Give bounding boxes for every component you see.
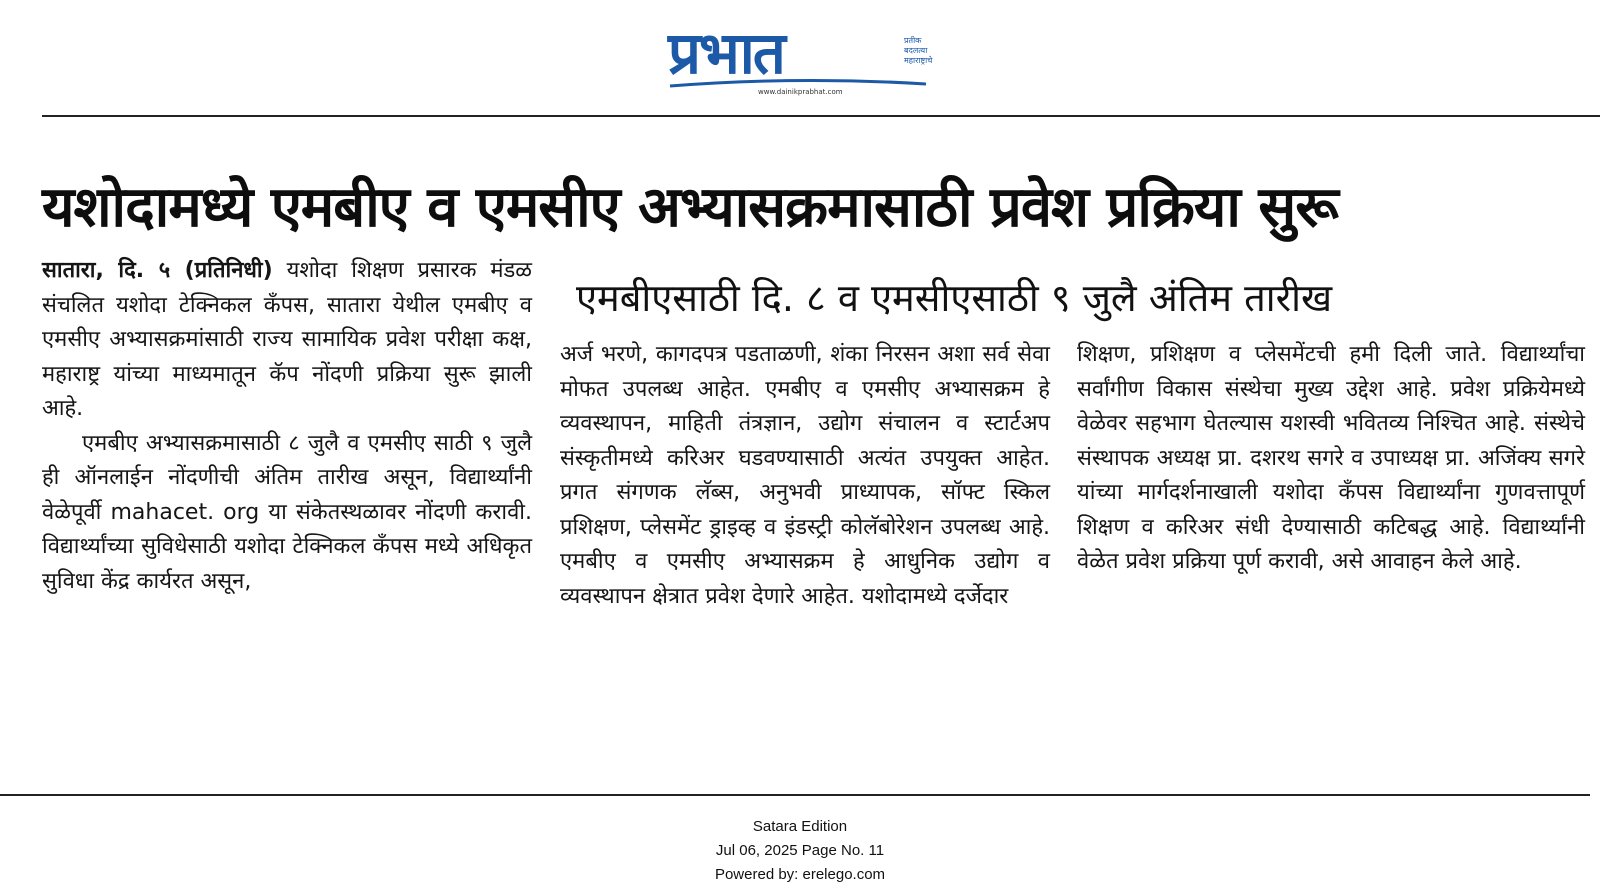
page-footer bbox=[0, 815, 1600, 887]
column-1-paragraph-1 bbox=[42, 254, 532, 427]
article-headline: यशोदामध्ये एमबीए व एमसीए अभ्यासक्रमासाठी प्रवेश प्रक्रिया सुरू bbox=[42, 175, 1338, 240]
tagline-line-2: बदलत्या bbox=[904, 46, 928, 55]
article-subheadline: एमबीएसाठी दि. ८ व एमसीएसाठी ९ जुलै अंतिम तारीख bbox=[576, 276, 1333, 320]
prabhat-logo bbox=[668, 19, 958, 102]
top-divider bbox=[42, 115, 1600, 117]
footer-edition: Satara Edition bbox=[752, 818, 848, 835]
logo-tagline bbox=[904, 36, 954, 66]
tagline-line-3: महाराष्ट्राचे bbox=[904, 56, 933, 65]
column-2-paragraph: अर्ज भरणे, कागदपत्र पडताळणी, शंका निरसन अशा सर्व सेवा मोफत उपलब्ध आहेत. एमबीए व एमसीए अभ्यासक्रम हे व्यवस्थापन, माहिती तंत्रज्ञान, उद्योग संचालन व स्टार्टअप संस्कृतीमध्ये करिअर घडवण्यासाठी अत्यंत उपयुक्त आहेत. प्रगत संगणक लॅब्स, अनुभवी प्राध्यापक, सॉफ्ट स्किल प्रशिक्षण, प्लेसमेंट ड्राइव्ह व इंडस्ट्री कोलॅबोरेशन उपलब्ध आहे. एमबीए व एमसीए अभ्यासक्रम हे आधुनिक उद्योग व व्यवस्थापन क्षेत्रात प्रवेश देणारे आहेत. यशोदामध्ये दर्जेदार bbox=[560, 342, 1050, 609]
column-1-paragraph-1-text: यशोदा शिक्षण प्रसारक मंडळ संचलित यशोदा टेक्निकल कँपस, सातारा येथील एमबीए व एमसीए अभ्यासक्रमांसाठी राज्य सामायिक प्रवेश परीक्षा कक्ष, महाराष्ट्र यांच्या माध्यमातून कॅप नोंदणी प्रक्रिया सुरू झाली आहे. bbox=[42, 258, 532, 421]
article-column-1 bbox=[42, 254, 532, 599]
article-dateline: सातारा, दि. ५ (प्रतिनिधी) bbox=[42, 258, 273, 283]
footer-date-page: Jul 06, 2025 Page No. 11 bbox=[715, 842, 885, 859]
footer-powered-by: Powered by: erelego.com bbox=[714, 866, 886, 883]
tagline-line-1: प्रतीक bbox=[904, 36, 922, 45]
column-3-paragraph: शिक्षण, प्रशिक्षण व प्लेसमेंटची हमी दिली जाते. विद्यार्थ्यांचा सर्वांगीण विकास संस्थेचा मुख्य उद्देश आहे. प्रवेश प्रक्रियेमध्ये वेळेवर सहभाग घेतल्यास यशस्वी भवितव्य निश्चित आहे. संस्थेचे संस्थापक अध्यक्ष प्रा. दशरथ सगरे व उपाध्यक्ष प्रा. अजिंक्य सगरे यांच्या मार्गदर्शनाखाली यशोदा कँपस विद्यार्थ्यांना गुणवत्तापूर्ण शिक्षण व करिअर संधी देण्यासाठी कटिबद्ध आहे. विद्यार्थ्यांनी वेळेत प्रवेश प्रक्रिया पूर्ण करावी, असे आवाहन केले आहे. bbox=[1077, 342, 1585, 574]
bottom-divider bbox=[0, 794, 1590, 796]
column-1-paragraph-2: एमबीए अभ्यासक्रमासाठी ८ जुलै व एमसीए साठी ९ जुलै ही ऑनलाईन नोंदणीची अंतिम तारीख असून, विद्यार्थ्यांनी वेळेपूर्वी mahacet. org या संकेतस्थळावर नोंदणी करावी. विद्यार्थ्यांच्या सुविधेसाठी यशोदा टेक्निकल कँपस मध्ये अधिकृत सुविधा केंद्र कार्यरत असून, bbox=[42, 430, 532, 594]
masthead bbox=[0, 0, 1600, 116]
article-column-3 bbox=[1077, 338, 1585, 580]
logo-url: www.dainikprabhat.com bbox=[758, 88, 843, 96]
logo-wordmark: प्रभात bbox=[668, 19, 784, 87]
article-column-2 bbox=[560, 338, 1050, 614]
